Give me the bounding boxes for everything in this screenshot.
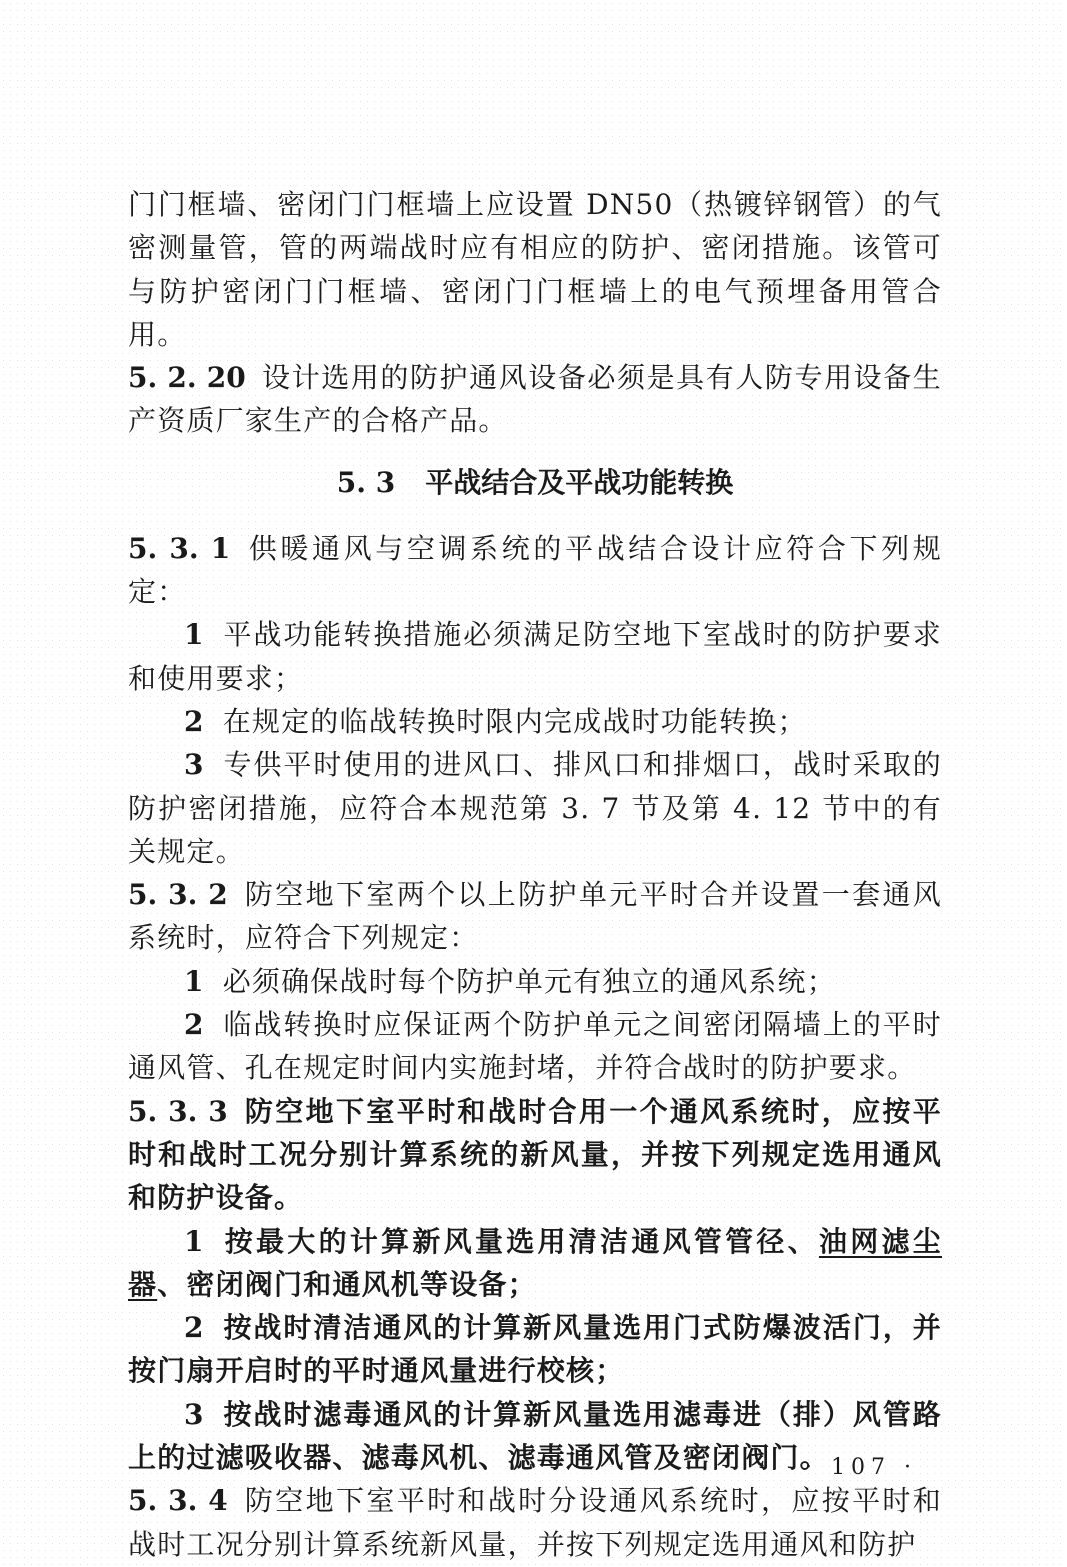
clause-5-3-1-item-2 xyxy=(128,700,942,743)
clause-5-3-3-item-1 xyxy=(128,1220,942,1307)
item-text: 按战时滤毒通风的计算新风量选用滤毒进（排）风管路上的过滤吸收器、滤毒风机、滤毒通风管及密闭阀门。 xyxy=(128,1397,942,1475)
clause-text: 防空地下室两个以上防护单元平时合并设置一套通风系统时，应符合下列规定： xyxy=(128,878,942,955)
item-number: 2 xyxy=(184,1008,205,1042)
section-title: 平战结合及平战功能转换 xyxy=(425,465,734,499)
clause-5-3-1-item-3 xyxy=(128,743,942,873)
clause-number: 5. 3. 2 xyxy=(128,878,228,912)
clause-5-2-20 xyxy=(128,356,942,443)
clause-5-3-3 xyxy=(128,1090,942,1220)
underlined-term: 油网滤尘器 xyxy=(128,1224,942,1301)
item-number: 3 xyxy=(184,1397,205,1431)
item-number: 2 xyxy=(184,704,205,738)
clause-5-3-2-item-1 xyxy=(128,960,942,1003)
paragraph-continued xyxy=(128,183,942,356)
clause-5-3-3-item-2 xyxy=(128,1306,942,1393)
document-body xyxy=(128,183,942,1566)
clause-text: 供暖通风与空调系统的平战结合设计应符合下列规定： xyxy=(128,531,942,609)
clause-5-3-2 xyxy=(128,873,942,960)
page-number: · 107 · xyxy=(805,1455,917,1480)
clause-number: 5. 3. 3 xyxy=(128,1094,228,1128)
paragraph-text: 门门框墙、密闭门门框墙上应设置 DN50（热镀锌钢管）的气密测量管，管的两端战时应有相应的防护、密闭措施。该管可与防护密闭门门框墙、密闭门门框墙上的电气预埋备用管合用。 xyxy=(128,188,942,351)
item-number: 2 xyxy=(184,1311,205,1345)
item-text: 临战转换时应保证两个防护单元之间密闭隔墙上的平时通风管、孔在规定时间内实施封堵，并符合战时的防护要求。 xyxy=(128,1008,942,1085)
item-text: 按战时清洁通风的计算新风量选用门式防爆波活门，并按门扇开启时的平时通风量进行校核； xyxy=(128,1311,942,1388)
item-number: 1 xyxy=(184,618,205,652)
clause-5-3-2-item-2 xyxy=(128,1003,942,1090)
item-number: 1 xyxy=(184,964,205,998)
clause-text: 防空地下室平时和战时分设通风系统时，应按平时和战时工况分别计算系统新风量，并按下列规定选用通风和防护 xyxy=(128,1484,942,1561)
clause-5-3-1 xyxy=(128,527,942,614)
clause-number: 5. 3. 4 xyxy=(128,1484,228,1518)
item-text: 平战功能转换措施必须满足防空地下室战时的防护要求和使用要求； xyxy=(128,618,942,695)
clause-5-3-1-item-1 xyxy=(128,613,942,700)
item-text: 按最大的计算新风量选用清洁通风管管径、 xyxy=(222,1224,819,1258)
clause-text: 防空地下室平时和战时合用一个通风系统时，应按平时和战时工况分别计算系统的新风量，并按下列规定选用通风和防护设备。 xyxy=(128,1094,942,1215)
item-text: 必须确保战时每个防护单元有独立的通风系统； xyxy=(222,964,836,998)
section-number: 5. 3 xyxy=(336,465,396,499)
section-heading-5-3 xyxy=(128,461,942,505)
item-text: 在规定的临战转换时限内完成战时功能转换； xyxy=(222,704,807,738)
clause-number: 5. 2. 20 xyxy=(128,361,246,395)
item-number: 3 xyxy=(184,748,205,782)
clause-number: 5. 3. 1 xyxy=(128,531,231,565)
clause-5-3-4 xyxy=(128,1479,942,1566)
item-text: 、密闭阀门和通风机等设备； xyxy=(157,1267,537,1301)
item-text: 专供平时使用的进风口、排风口和排烟口，战时采取的防护密闭措施，应符合本规范第 3. 7 节及第 4. 12 节中的有关规定。 xyxy=(128,748,942,868)
clause-text: 设计选用的防护通风设备必须是具有人防专用设备生产资质厂家生产的合格产品。 xyxy=(128,361,943,438)
item-number: 1 xyxy=(184,1224,205,1258)
